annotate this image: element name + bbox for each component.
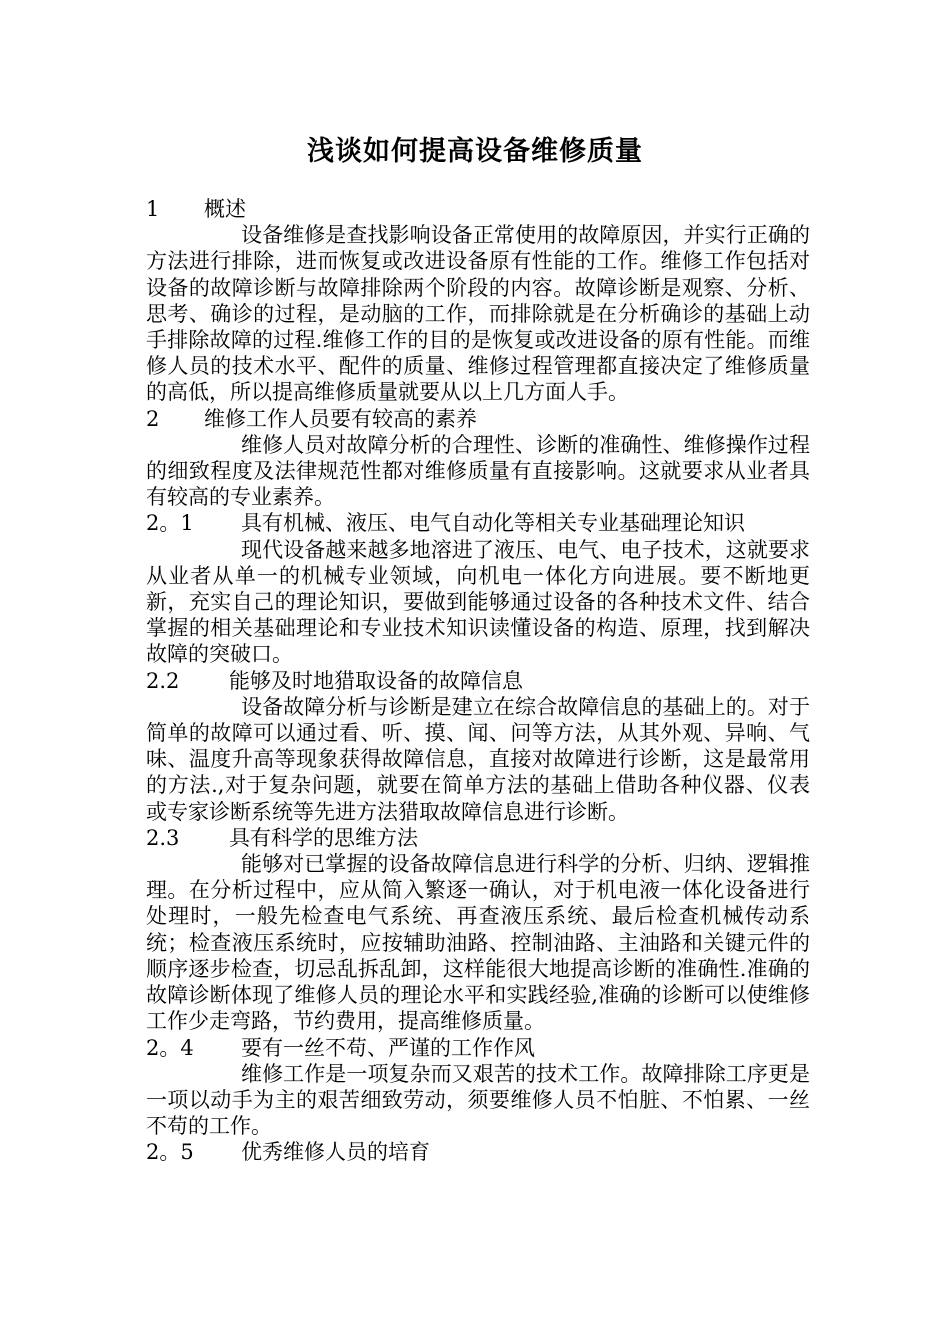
section-title: 具有机械、液压、电气自动化等相关专业基础理论知识 [241,511,745,536]
section-title: 概述 [204,197,246,221]
section-title: 维修工作人员要有较高的素养 [204,406,477,431]
paragraph-2-4: 维修工作是一项复杂而又艰苦的技术工作。故障排除工序更是一项以动手为主的艰苦细致劳动，须要维修人员不怕脏、不怕累、一丝不苟的工作。 [146,1061,810,1139]
paragraph-2-1: 现代设备越来越多地溶进了液压、电气、电子技术，这就要求从业者从单一的机械专业领域，向机电一体化方向进展。要不断地更新，充实自己的理论知识，要做到能够通过设备的各种技术文件、结合掌握的相关基础理论和专业技术知识读懂设备的构造、原理，找到解决故障的突破口。 [146,537,810,667]
section-number: 2。5 [146,1140,194,1165]
section-heading-2 [146,406,810,432]
section-heading-2-3 [146,825,810,851]
section-number: 2。4 [146,1035,194,1060]
section-number: 2.2 [146,668,180,693]
paragraph-2-2: 设备故障分析与诊断是建立在综合故障信息的基础上的。对于简单的故障可以通过看、听、摸、闻、问等方法，从其外观、异响、气味、温度升高等现象获得故障信息，直接对故障进行诊断，这是最常用的方法.,对于复杂问题，就要在简单方法的基础上借助各种仪器、仪表或专家诊断系统等先进方法猎取故障信息进行诊断。 [146,694,810,824]
section-heading-1 [146,196,810,222]
document-title: 浅谈如何提高设备维修质量 [307,136,643,167]
section-number: 2。1 [146,511,194,536]
section-heading-2-2 [146,668,810,694]
section-title: 优秀维修人员的培育 [241,1140,430,1165]
section-number: 2.3 [146,825,180,850]
document-body [146,196,810,1166]
paragraph-2: 维修人员对故障分析的合理性、诊断的准确性、维修操作过程的细致程度及法律规范性都对维修质量有直接影响。这就要求从业者具有较高的专业素养。 [146,432,810,510]
section-heading-2-1 [146,510,810,536]
section-title: 要有一丝不苟、严谨的工作作风 [241,1035,535,1060]
section-title: 具有科学的思维方法 [229,825,418,850]
section-number: 1 [146,197,160,221]
paragraph-overview: 设备维修是查找影响设备正常使用的故障原因，并实行正确的方法进行排除，进而恢复或改进设备原有性能的工作。维修工作包括对设备的故障诊断与故障排除两个阶段的内容。故障诊断是观察、分析、思考、确诊的过程，是动脑的工作，而排除就是在分析确诊的基础上动手排除故障的过程.维修工作的目的是恢复或改进设备的原有性能。而维修人员的技术水平、配件的质量、维修过程管理都直接决定了维修质量的高低，所以提高维修质量就要从以上几方面人手。 [146,223,810,405]
section-number: 2 [146,406,160,431]
section-title: 能够及时地猎取设备的故障信息 [229,668,523,693]
section-heading-2-4 [146,1035,810,1061]
section-heading-2-5 [146,1139,810,1165]
paragraph-2-3: 能够对已掌握的设备故障信息进行科学的分析、归纳、逻辑推理。在分析过程中，应从简入繁逐一确认，对于机电液一体化设备进行处理时，一般先检查电气系统、再查液压系统、最后检查机械传动系统；检查液压系统时，应按辅助油路、控制油路、主油路和关键元件的顺序逐步检查，切忌乱拆乱卸，这样能很大地提高诊断的准确性.准确的故障诊断体现了维修人员的理论水平和实践经验,准确的诊断可以使维修工作少走弯路，节约费用，提高维修质量。 [146,852,810,1034]
